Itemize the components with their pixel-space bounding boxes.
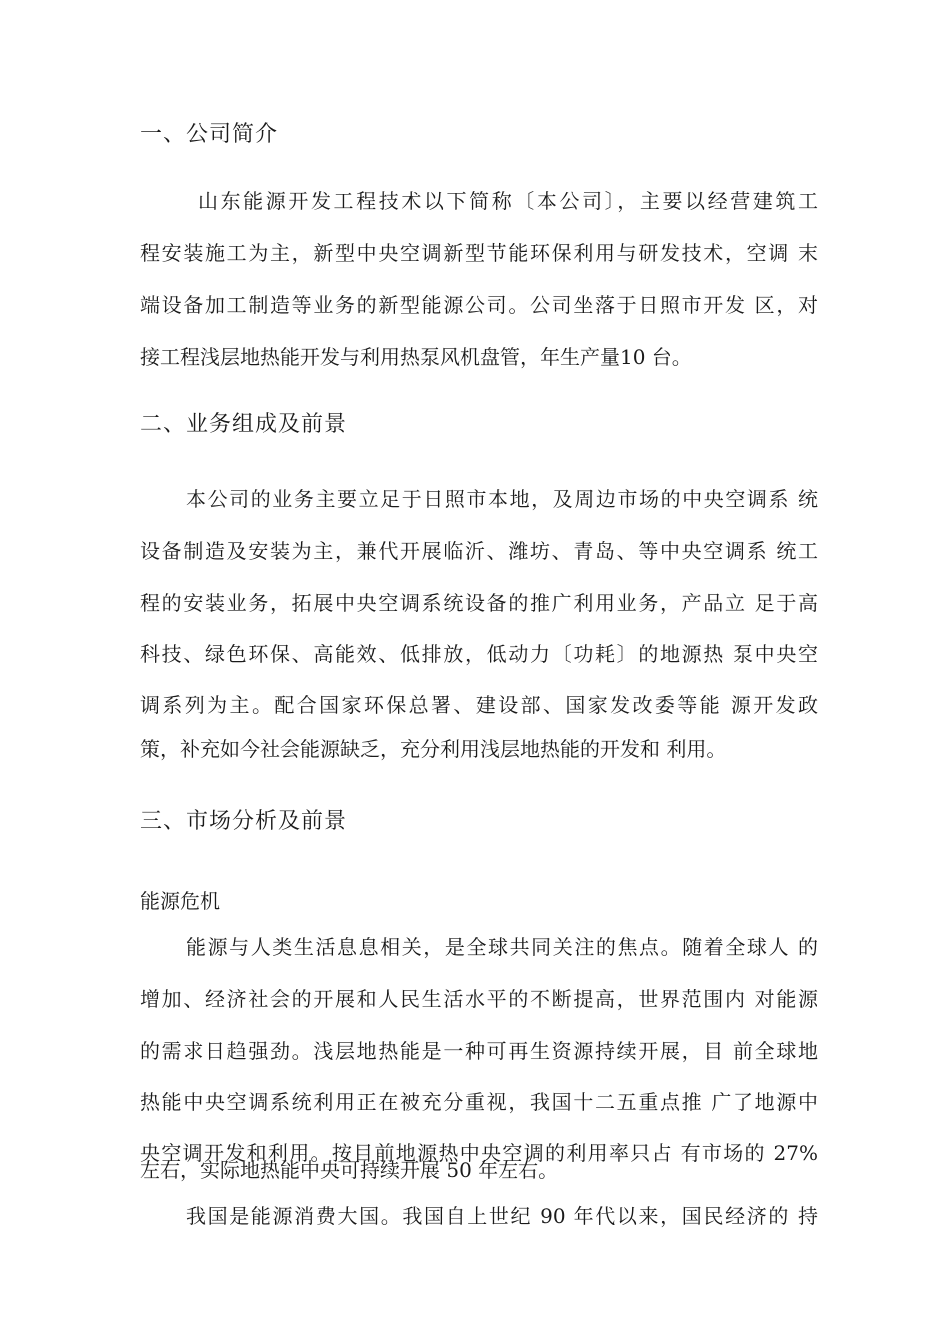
paragraph-line: 调系列为主。配合国家环保总署、建设部、国家发改委等能 源开发政 bbox=[140, 693, 818, 717]
paragraph-line: 程的安装业务，拓展中央空调系统设备的推广利用业务，产品立 足于高 bbox=[140, 591, 818, 615]
section-heading-company-intro: 一、公司简介 bbox=[140, 122, 279, 147]
paragraph-line: 我国是能源消费大国。我国自上世纪 90 年代以来，国民经济的 持 bbox=[186, 1204, 818, 1228]
paragraph-line: 策，补充如今社会能源缺乏，充分利用浅层地热能的开发和 利用。 bbox=[140, 737, 727, 761]
paragraph-line: 设备制造及安装为主，兼代开展临沂、潍坊、青岛、等中央空调系 统工 bbox=[140, 539, 818, 563]
section-heading-business: 二、业务组成及前景 bbox=[140, 412, 348, 437]
paragraph-line: 山东能源开发工程技术以下简称〔本公司〕，主要以经营建筑工 bbox=[198, 189, 818, 213]
section-heading-market: 三、市场分析及前景 bbox=[140, 809, 348, 834]
paragraph-line: 央空调开发和利用。按目前地源热中央空调的利用率只占 有市场的 27% bbox=[140, 1141, 818, 1165]
paragraph-line: 科技、绿色环保、高能效、低排放，低动力〔功耗〕的地源热 泵中央空 bbox=[140, 642, 818, 666]
paragraph-line: 热能中央空调系统利用正在被充分重视，我国十二五重点推 广了地源中 bbox=[140, 1090, 818, 1114]
paragraph-line: 的需求日趋强劲。浅层地热能是一种可再生资源持续开展，目 前全球地 bbox=[140, 1039, 818, 1063]
paragraph-line: 本公司的业务主要立足于日照市本地，及周边市场的中央空调系 统 bbox=[186, 487, 818, 511]
paragraph-line: 接工程浅层地热能开发与利用热泵风机盘管，年生产量10 台。 bbox=[140, 345, 692, 369]
subheading-energy-crisis: 能源危机 bbox=[140, 889, 220, 913]
paragraph-line: 增加、经济社会的开展和人民生活水平的不断提高，世界范围内 对能源 bbox=[140, 987, 818, 1011]
paragraph-line: 能源与人类生活息息相关，是全球共同关注的焦点。随着全球人 的 bbox=[186, 935, 818, 959]
paragraph-line: 左右，实际地热能中央可持续开展 50 年左右。 bbox=[140, 1158, 559, 1182]
paragraph-line: 端设备加工制造等业务的新型能源公司。公司坐落于日照市开发 区，对 bbox=[140, 293, 818, 317]
paragraph-line: 程安装施工为主，新型中央空调新型节能环保利用与研发技术，空调 末 bbox=[140, 241, 818, 265]
